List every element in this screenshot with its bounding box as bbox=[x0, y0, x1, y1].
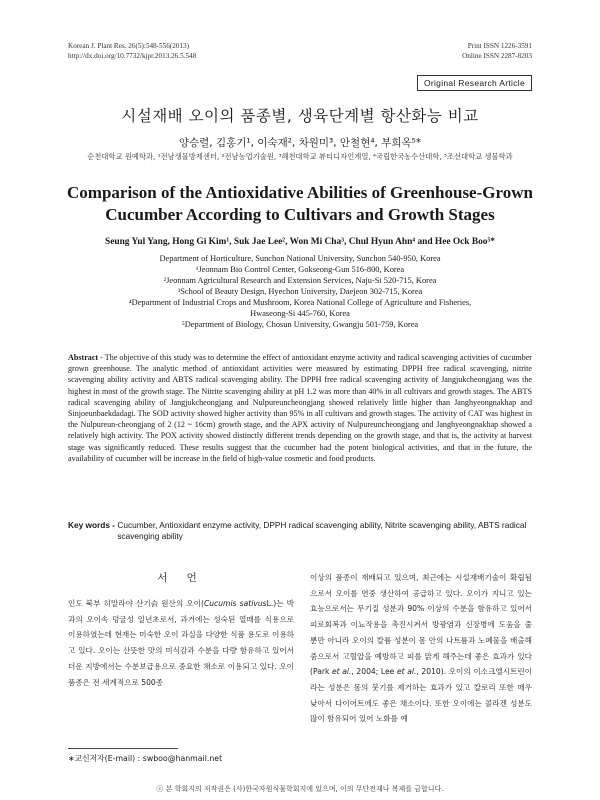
copyright-notice: ⓒ 본 학회지의 저작권은 (사)한국자원식물학회지에 있으며, 이의 무단전재나 복제를 금합니다. bbox=[156, 785, 444, 793]
online-issn: Online ISSN 2287-8203 bbox=[462, 52, 532, 60]
abstract-label: Abstract bbox=[68, 353, 99, 362]
keywords bbox=[68, 520, 532, 543]
abstract bbox=[68, 352, 532, 464]
article-type-badge: Original Research Article bbox=[417, 75, 532, 91]
footnote-rule bbox=[68, 748, 178, 749]
affiliation-line: ³School of Beauty Design, Hyechon University, Daejeon 302-715, Korea bbox=[177, 287, 423, 296]
english-authors: Seung Yul Yang, Hong Gi Kim¹, Suk Jae Lee², Won Mi Cha³, Chul Hyun Ahn⁴ and Hee Ock Boo⁵* bbox=[104, 237, 495, 247]
keywords-text: Cucumber, Antioxidant enzyme activity, DPPH radical scavenging ability, Nitrite scavenging ability, ABTS radical scavenging ability bbox=[117, 520, 527, 542]
right-column-text bbox=[310, 570, 532, 727]
affiliation-line: ²Jeonnam Agricultural Research and Extension Services, Naju-Si 520-715, Korea bbox=[163, 276, 437, 285]
korean-affiliations: 순천대학교 원예학과, ¹전남생물방제센터, ²전남농업기술원, ³혜천대학교 뷰티디자인계열, ⁴국립한국농수산대학, ⁵조선대학교 생물학과 bbox=[87, 152, 513, 161]
affiliation-line: ¹Jeonnam Bio Control Center, Gokseong-Gun 516-800, Korea bbox=[195, 265, 405, 274]
intro-paragraph-continued: 이상의 품종이 재배되고 있으며, 최근에는 시설재배기술이 확립됨으로서 오이를 연중 생산하여 공급하고 있다. 오이가 지니고 있는 효능으로서는 무기질 성분과 90% 이상의 수분을 함유하고 있어서 피로회복과 이뇨작용을 촉진시켜서 방광염과 신장병에 도움을 줄 뿐만 아니라 오이의 칼륨 성분이 몸 안의 나트륨과 노폐물을 배출해줌으로서 고혈압을 예방하고 피를 맑게 해주는데 좋은 효과가 있다(Park et al., 2004; Lee et al., 2010). 오이의 이소크엘시트린이라는 성분은 몸의 붓기를 제거하는 효과가 있고 칼로리 또한 매우 낮아서 다이어트에도 좋은 채소이다. 또한 오이에는 콜라겐 성분도 많이 함유되어 있어 노화를 예 bbox=[310, 573, 533, 724]
intro-paragraph: 인도 북부 히말라야 산기슭 원산의 오이(Cucumis sativusL.)는 박과의 오이속 덩굴성 일년초로서, 과거에는 성숙된 열매를 식용으로 이용하였는데 현재는 미숙한 오이 과실을 다양한 식품 용도로 이용하고 있다. 오이는 산뜻한 맛의 미식감과 수분을 다량 함유하고 있어서 더운 지방에서는 수분보급용으로 중요한 채소로 이용되고 있다. 오이 품종은 전 세계적으로 500종 bbox=[68, 599, 294, 687]
abstract-text: - The objective of this study was to determine the effect of antioxidant enzyme activity and radical scavenging activities of cucumber grown greenhouse. The analytic method of antioxidant activities were measured by estimating DPPH free radical scavenging, nitrite scavenging ability activity and ABTS radical scavenging ability. The DPPH free radical scavenging activity of Jangjukcheongjang was the highest in most of the growth stage. The Nitrite scavenging ability at pH 1.2 was more than 40% in all cultivars and growth stages. The ABTS radical scavenging ability of Jangjukcheongjang and Nulpureuncheongjang showed relatively little higher than Janghyeongnakhap and Sinjoeunbaekdadagi. The SOD activity showed higher activity than 95% in all cultivars and growth stages. The activity of CAT was highest in the Nulpureun-cheongjang of 2 (12 ~ 16cm) growth stage, and the APX activity of Nulpureuncheongjang and Janghyeongnakhap showed a relatively high activity. The POX activity showed distinctly different trends depending on the growth stage, and that is, the activity at harvest stage was significantly reduced. These results suggest that the cucumber had the potent biological activities, and that in the future, the availability of cucumber will be increase in the field of high-value cosmetic and food products. bbox=[68, 353, 532, 463]
species-name: Cucumis sativus bbox=[203, 599, 267, 608]
korean-authors: 양승렬, 김홍기¹, 이숙재², 차원미³, 안철현⁴, 부희옥⁵* bbox=[178, 137, 422, 149]
left-column-text bbox=[68, 596, 294, 690]
journal-citation bbox=[68, 41, 196, 61]
korean-title: 시설재배 오이의 품종별, 생육단계별 항산화능 비교 bbox=[121, 107, 479, 125]
doi-link[interactable]: http://dx.doi.org/10.7732/kjpr.2013.26.5.548 bbox=[68, 52, 197, 60]
keywords-label: Key words - bbox=[68, 520, 118, 530]
affiliation-line: ⁴Department of Industrial Crops and Mushroom, Korea National College of Agriculture and Fisheries, bbox=[128, 298, 472, 307]
section-heading: 서 언 bbox=[157, 572, 205, 584]
affiliation-line: Department of Horticulture, Sunchon National University, Sunchon 540-950, Korea bbox=[159, 254, 441, 263]
affiliation-line: Hwaseong-Si 445-760, Korea bbox=[250, 309, 350, 318]
english-affiliations bbox=[0, 253, 600, 330]
journal-reference: Korean J. Plant Res. 26(5):548-556(2013) bbox=[68, 42, 189, 50]
issn-block bbox=[462, 41, 532, 61]
english-title bbox=[0, 182, 600, 226]
english-title-line-2: Cucumber According to Cultivars and Growth Stages bbox=[105, 205, 495, 224]
print-issn: Print ISSN 1226-3591 bbox=[467, 42, 532, 50]
corresponding-author-footnote: ∗교신저자(E-mail) : swboo@hanmail.net bbox=[68, 754, 223, 763]
english-title-line-1: Comparison of the Antioxidative Abilities of Greenhouse-Grown bbox=[67, 183, 533, 202]
affiliation-line: ⁵Department of Biology, Chosun University, Gwangju 501-759, Korea bbox=[181, 320, 419, 329]
